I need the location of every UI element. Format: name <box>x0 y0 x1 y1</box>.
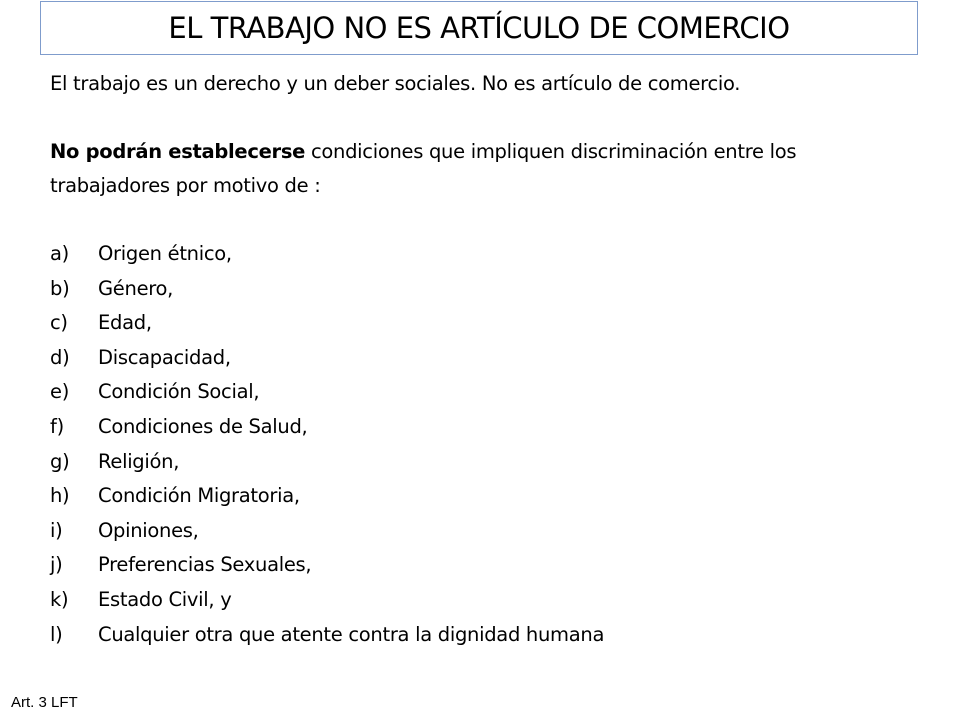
list-item <box>50 375 910 410</box>
list-marker: a) <box>50 242 69 265</box>
list-item <box>50 583 910 618</box>
title-box <box>40 1 918 55</box>
list-item-text: Religión, <box>98 449 180 473</box>
intro-paragraph: El trabajo es un derecho y un deber sociales. No es artículo de comercio. <box>50 72 741 95</box>
list-item-text: Opiniones, <box>98 518 199 542</box>
list-item <box>50 341 910 376</box>
list-item <box>50 306 910 341</box>
list-item <box>50 445 910 480</box>
list-item-text: Condiciones de Salud, <box>98 414 308 438</box>
list-marker: l) <box>50 622 63 646</box>
list-item-text: Discapacidad, <box>98 345 231 369</box>
slide-body <box>50 67 910 652</box>
discrimination-paragraph-bold: No podrán establecerse <box>50 140 306 163</box>
list-item-text: Género, <box>98 276 174 300</box>
list-marker: k) <box>50 587 69 611</box>
list-marker: g) <box>50 449 70 473</box>
list-item-text: Estado Civil, y <box>98 587 232 611</box>
list-marker: c) <box>50 311 68 335</box>
list-item-text: Origen étnico, <box>98 242 232 265</box>
list-marker: d) <box>50 345 70 369</box>
list-item-text: Cualquier otra que atente contra la dignidad humana <box>98 622 605 646</box>
list-marker: h) <box>50 484 70 508</box>
discrimination-paragraph-text: condiciones que impliquen discriminación entre los trabajadores por motivo de : <box>50 140 797 197</box>
list-item <box>50 514 910 549</box>
discrimination-reasons-list <box>50 237 910 652</box>
list-marker: f) <box>50 414 64 438</box>
list-item <box>50 237 910 272</box>
list-item <box>50 618 910 653</box>
list-marker: i) <box>50 518 63 542</box>
list-item <box>50 410 910 445</box>
slide-title: EL TRABAJO NO ES ARTÍCULO DE COMERCIO <box>168 11 790 45</box>
list-item-text: Condición Migratoria, <box>98 484 300 508</box>
list-item <box>50 548 910 583</box>
list-item-text: Condición Social, <box>98 380 260 404</box>
list-marker: j) <box>50 553 63 577</box>
discrimination-paragraph <box>50 135 850 203</box>
list-item-text: Preferencias Sexuales, <box>98 553 312 577</box>
list-marker: b) <box>50 276 70 300</box>
list-item <box>50 479 910 514</box>
list-item-text: Edad, <box>98 311 152 335</box>
list-item <box>50 272 910 307</box>
list-marker: e) <box>50 380 70 404</box>
footnote: Art. 3 LFT <box>11 694 78 711</box>
